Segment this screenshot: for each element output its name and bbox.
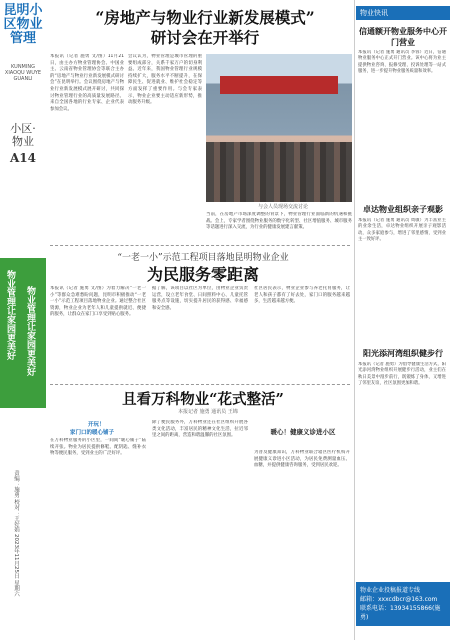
slogan-line-2: 物业管理让家园更美好: [25, 286, 35, 376]
right-story3-text: 本报讯（记者 施勇）为倡导健康生活方式，阳光添河湾物业组织开展健步行活动，业主们在秋日美景中漫步前行，既锻炼了身体，又增进了邻里友谊，社区氛围更加和谐。: [358, 362, 446, 387]
right-story1-text: 本报讯（记者 施勇 通讯员 李蓉）近日，信通物业服务中心正式开门营业。该中心将为业主提供物业咨询、报修受理、投诉处理等一站式服务，进一步提升物业服务质量和效率。: [358, 50, 446, 75]
article1-col2: 会议认为，物业管理是城市管理的重要组成部分，关系千家万户的切身利益。近年来，我国物业管理行业规模持续扩大，服务水平不断提升，在保障民生、促进就业、维护社会稳定等方面发挥了重要作用。与会专家表示，物业企业要主动适应新形势，推动服务升级。: [128, 54, 202, 106]
masthead-subtitle: KUNMING XIAOQU WUYE GUANLI: [4, 64, 42, 82]
photo-caption: 与会人员现场交流讨论: [258, 204, 309, 210]
right-story2-text: 本报讯（记者 施勇 通讯员 周敏）为丰富业主的业余生活，卓达物业组织开展亲子观影活动，众多家庭参与，增进了邻里感情，受到业主一致好评。: [358, 218, 446, 243]
page-info: 责编：施勇 校对：王好娟 2023年11月25日 星期六: [13, 470, 19, 597]
article1-title-line1: “房地产与物业行业新发展模式”: [95, 8, 315, 27]
hotline-phone: 联系电话：13934155866(施勇): [360, 605, 441, 621]
section-label: 小区·物业: [10, 122, 36, 148]
sidebar-story-title: 暖心！健康义诊进小区: [270, 428, 336, 436]
article3-byline: 本报记者 施勇 通讯员 王锦: [178, 409, 238, 415]
article3-title: 且看万科物业“花式整活”: [122, 391, 284, 408]
right-story3-title: 阳光添河湾组织健步行: [363, 348, 443, 358]
hotline-email: 邮箱：xxxcdbcr@163.com: [360, 596, 438, 603]
divider-1: [50, 245, 350, 246]
event-banner: [220, 76, 338, 94]
divider-2: [50, 384, 350, 385]
audience: [206, 142, 352, 202]
article3-subhead-1: 开玩！: [88, 422, 105, 428]
article1-photo: [206, 54, 352, 202]
article2-col1: 本报讯（记者 施勇 文/图）为着力解决“一老一小”等群众急难愁盼问题，昆明市积极推动“一老一小”示范工程项目落地物业企业。通过整合社区资源，物业企业为老年人和儿童提供就近、便捷的服务，让群众在家门口享受到贴心服务。: [50, 286, 146, 318]
page-number: A14: [9, 151, 36, 165]
masthead: 昆明小区物业管理: [3, 3, 43, 46]
slogan-box: [0, 258, 46, 408]
hotline-box: [356, 582, 450, 626]
column-rule: [354, 0, 355, 640]
article3-col1: 在万科物业服务的小区里，一间间“暖心铺子”陆续开张。物业为居民提供修鞋、配钥匙、缝补衣物等便民服务，受到业主的广泛好评。: [50, 438, 146, 457]
slogan-line-1: 物业管理让家园更美好: [5, 270, 15, 360]
article2-kicker: “一老一小”示范工程项目落地昆明物业企业: [117, 253, 289, 263]
news-flash-header: 物业快讯: [356, 6, 450, 20]
left-column: [0, 0, 46, 640]
hotline-title: 物业企业投稿报道专线: [360, 587, 421, 594]
article2-col3: 社区居民表示，物业企业参与养老托育服务，让老人和孩子都有了好去处，家门口的服务越来越多，生活越来越方便。: [254, 286, 350, 305]
article1-title-line2: 研讨会在开举行: [150, 28, 260, 47]
article2-col2: 据了解，该项目以社区为单位，由物业企业负责运营，设立老年食堂、日间照料中心、儿童托管服务点等设施，切实提升居民的获得感、幸福感和安全感。: [152, 286, 248, 311]
article1-headline: [60, 8, 350, 48]
article3-col2: 除了便民服务外，万科物业还在社区组织开展各类文化活动，丰富居民的精神文化生活，拉近邻里之间的距离，营造和谐温馨的社区氛围。: [152, 420, 248, 439]
article2-title: 为民服务零距离: [146, 265, 259, 284]
section-tag: [6, 122, 40, 165]
right-story2-title: 卓达物业组织亲子观影: [363, 204, 443, 214]
article1-col1: 本报讯（记者 施勇 文/图）11月21日，由主办方物业管理协会、中国业主、云南省物业管理协会等联合主办的“房地产与物业行业新发展模式研讨会”在昆明举行。会议围绕房地产与物业行业新发展模式展开研讨，共同探讨物业管理行业的高质量发展路径。来自全国各地的行业专家、企业代表参加会议。: [50, 54, 124, 112]
main-area: [48, 0, 353, 640]
sidebar-story-text: 为普及健康知识，万科物业联合辖区医疗机构开展健康义诊进小区活动，为居民免费测量血压、血糖，并提供健康咨询服务，受到居民欢迎。: [254, 450, 350, 469]
right-column: [356, 0, 450, 640]
right-story1-title: 信通额开物业服务中心开门营业: [359, 26, 447, 47]
article1-col3: 当前，在房地产市场深度调整的背景下，物业管理行业面临新的机遇和挑战。会上，专家学者围绕物业服务的数字化转型、社区增值服务、城市服务等话题进行深入交流，为行业的健康发展建言献策。: [206, 212, 352, 231]
article3-subhead-2: 家门口的暖心铺子: [70, 430, 115, 436]
